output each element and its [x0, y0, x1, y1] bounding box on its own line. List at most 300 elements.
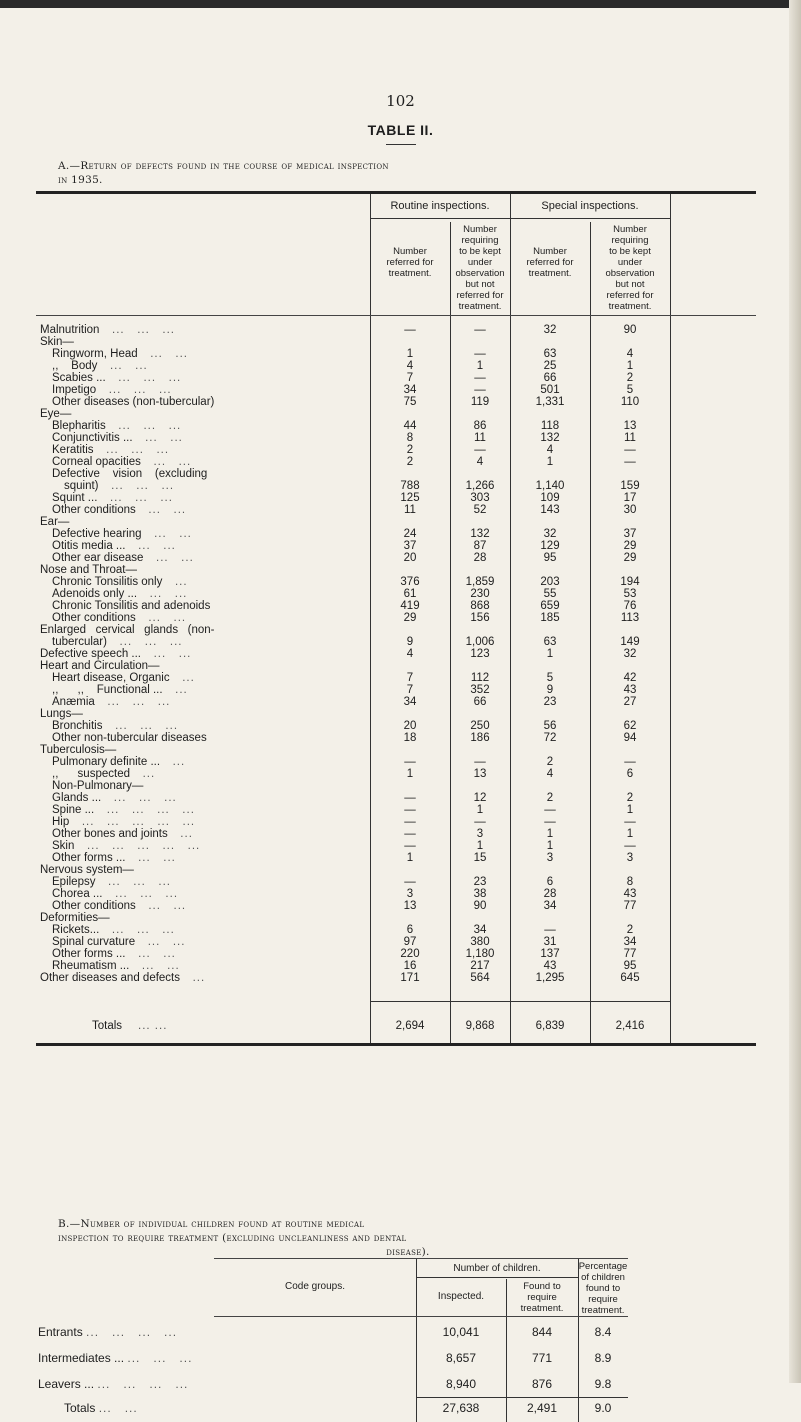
column-header-line: requiring [611, 235, 649, 246]
special-observation-cell: 1 [626, 360, 634, 372]
row-label [52, 792, 177, 804]
children-totals-rule [416, 1397, 628, 1398]
routine-referred-cell: — [404, 804, 416, 816]
routine-referred-cell: 75 [403, 396, 417, 408]
special-observation-cell: 42 [623, 672, 637, 684]
row-label-text: Keratitis [52, 444, 94, 456]
table-row [36, 528, 756, 540]
row-label [38, 1351, 192, 1365]
special-referred-cell: — [544, 804, 556, 816]
row-label-text: Non-Pulmonary— [52, 780, 144, 792]
row-label [52, 576, 188, 588]
row-label-text: Other forms ... [52, 948, 126, 960]
leader-dots: ... ... [140, 456, 192, 468]
table-row [36, 420, 756, 432]
leader-dots: ... ... [129, 960, 180, 972]
table-row [36, 336, 756, 348]
totals-routine-observation: 9,868 [465, 1020, 495, 1032]
special-referred-cell: 118 [540, 420, 560, 432]
leader-dots: ... ... [141, 528, 192, 540]
found-header-line: treatment. [520, 1303, 564, 1314]
row-label-text: Malnutrition [40, 324, 100, 336]
table-row [36, 372, 756, 384]
routine-observation-cell: 15 [473, 852, 487, 864]
routine-referred-cell: 18 [403, 732, 417, 744]
row-label-text: Other non-tubercular diseases [52, 732, 207, 744]
table-row [36, 444, 756, 456]
totals-rule [370, 1001, 670, 1002]
routine-observation-cell: — [474, 348, 486, 360]
section-b-caption-line1: B.—Number of individual children found at routine medical [58, 1218, 365, 1230]
special-observation-cell: — [624, 456, 636, 468]
row-label-text: Other diseases and defects [40, 972, 180, 984]
routine-observation-cell: 132 [470, 528, 490, 540]
totals-row [36, 1020, 756, 1032]
pct-cell: 8.9 [594, 1351, 612, 1365]
row-label [52, 900, 186, 912]
row-label [38, 1325, 177, 1339]
leader-dots: ... ... ... [95, 876, 171, 888]
row-label [52, 756, 185, 768]
special-referred-cell: 1,140 [535, 480, 565, 492]
special-observation-cell: 2 [626, 792, 634, 804]
row-label [52, 492, 173, 504]
row-label [52, 840, 200, 852]
column-header-line: Number [463, 224, 497, 235]
section-b-caption [58, 1217, 758, 1259]
special-referred-cell: 4 [546, 444, 554, 456]
row-label-text: tubercular) [52, 636, 107, 648]
table-row [36, 348, 756, 360]
row-label-text: Chronic Tonsilitis and adenoids [52, 600, 211, 612]
special-referred-cell: 2 [546, 792, 554, 804]
row-label [52, 348, 188, 360]
special-referred-cell: 1 [546, 840, 554, 852]
leader-dots: ... ... [98, 1401, 138, 1415]
routine-observation-cell: 3 [476, 828, 484, 840]
row-label [52, 936, 185, 948]
column-header-line: referred for [526, 257, 574, 268]
row-label-text: Rheumatism ... [52, 960, 130, 972]
special-observation-cell: 94 [623, 732, 637, 744]
routine-observation-cell: 38 [473, 888, 487, 900]
special-observation-cell: 62 [623, 720, 637, 732]
routine-observation-cell: 28 [473, 552, 487, 564]
table-row [36, 480, 756, 492]
page-top-edge [0, 0, 801, 8]
row-label [52, 588, 187, 600]
row-label-text: Blepharitis [52, 420, 106, 432]
leader-dots: ... ... ... [101, 792, 177, 804]
row-label [52, 720, 178, 732]
special-referred-cell: 28 [543, 888, 557, 900]
row-label-text: Totals [64, 1401, 96, 1415]
routine-referred-cell: 8 [406, 432, 414, 444]
special-observation-cell: 110 [620, 396, 640, 408]
row-label-text: Defective hearing [52, 528, 142, 540]
row-label [52, 360, 148, 372]
row-label-text: Defective vision (excluding [52, 468, 208, 480]
routine-observation-cell: — [474, 444, 486, 456]
row-label [40, 336, 74, 348]
leader-dots: ... ... ... [97, 492, 173, 504]
routine-referred-cell: — [404, 792, 416, 804]
special-observation-cell: 8 [626, 876, 634, 888]
totals-special-referred: 6,839 [535, 1020, 565, 1032]
special-observation-cell: 27 [623, 696, 637, 708]
row-label [40, 564, 137, 576]
routine-observation-cell: 34 [473, 924, 487, 936]
inspected-cell: 10,041 [442, 1325, 480, 1339]
row-label-text: Nose and Throat— [40, 564, 137, 576]
table-row [36, 600, 756, 612]
row-label [52, 780, 143, 792]
leader-dots: ... [162, 684, 188, 696]
special-referred-cell: 25 [543, 360, 557, 372]
table-row [36, 756, 756, 768]
children-table-header [214, 1259, 628, 1316]
special-observation-cell: — [624, 840, 636, 852]
routine-observation-cell: 1 [476, 360, 484, 372]
special-observation-cell: 1 [626, 828, 634, 840]
row-label-text: Pulmonary definite ... [52, 756, 161, 768]
row-label [40, 972, 205, 984]
table-row [36, 948, 756, 960]
routine-observation-cell: — [474, 324, 486, 336]
routine-observation-cell: 868 [470, 600, 490, 612]
special-referred-cell: 9 [546, 684, 554, 696]
section-b-caption-line3: disease). [386, 1246, 430, 1258]
row-label [40, 324, 175, 336]
leader-dots: ... ... [141, 648, 192, 660]
leader-dots: ... ... ... ... ... [69, 816, 196, 828]
routine-observation-cell: 52 [473, 504, 487, 516]
table-row [36, 864, 756, 876]
column-header-line: referred for [386, 257, 434, 268]
leader-dots: ... ... ... ... [86, 1325, 178, 1339]
leader-dots: ... ... [135, 504, 187, 516]
table-row [36, 732, 756, 744]
leader-dots: ... ... ... [94, 696, 171, 708]
page-right-edge [789, 0, 801, 1383]
table-row [36, 804, 756, 816]
defects-table-header [36, 194, 756, 315]
routine-observation-cell: 1,180 [465, 948, 495, 960]
special-referred-cell: 1 [546, 828, 554, 840]
special-referred-cell: 137 [540, 948, 560, 960]
routine-referred-cell: 97 [403, 936, 417, 948]
defects-table [36, 191, 756, 1046]
inspected-cell: 27,638 [442, 1401, 480, 1415]
routine-observation-cell: 250 [470, 720, 490, 732]
children-table [38, 1258, 628, 1422]
table-row [36, 504, 756, 516]
row-label [52, 384, 172, 396]
row-label [52, 948, 176, 960]
leader-dots: ... ... ... [99, 324, 175, 336]
table-row [36, 660, 756, 672]
leader-dots: ... ... ... [106, 636, 183, 648]
column-header-line: treatment. [388, 268, 432, 279]
row-label [52, 612, 186, 624]
row-label-text: Other diseases (non-tubercular) [52, 396, 215, 408]
table-row [36, 576, 756, 588]
row-label-text: Other ear disease [52, 552, 144, 564]
routine-referred-cell: — [404, 828, 416, 840]
column-header-line: referred for [606, 290, 654, 301]
routine-referred-cell: — [404, 816, 416, 828]
row-label [40, 708, 83, 720]
row-label [52, 396, 214, 408]
header-divider [670, 194, 671, 315]
special-referred-cell: 55 [543, 588, 557, 600]
routine-observation-cell: 11 [474, 432, 486, 444]
routine-inspections-header: Routine inspections. [390, 200, 490, 212]
row-label [40, 648, 191, 660]
routine-referred-cell: 7 [406, 672, 414, 684]
row-label [40, 408, 71, 420]
row-label-text: Nervous system— [40, 864, 134, 876]
row-label-text: Defective speech ... [40, 648, 141, 660]
leader-dots: ... ... ... [93, 444, 170, 456]
special-referred-header [510, 246, 590, 279]
routine-referred-cell: 16 [403, 960, 417, 972]
row-label-text: Ear— [40, 516, 70, 528]
totals-label: Totals ... ... [92, 1020, 168, 1032]
row-label [52, 804, 195, 816]
special-referred-cell: 95 [543, 552, 557, 564]
row-label [52, 888, 178, 900]
row-label [52, 528, 192, 540]
row-label [52, 684, 188, 696]
row-label-text: Other conditions [52, 612, 136, 624]
totals-special-observation: 2,416 [615, 1020, 645, 1032]
section-b-caption-line2: inspection to require treatment (excluding uncleanliness and dental [58, 1232, 407, 1244]
row-label-text: Adenoids only ... [52, 588, 138, 600]
children-table-body [38, 1317, 628, 1422]
leader-dots: ... ... ... ... [97, 1377, 189, 1391]
row-label-text: Skin— [40, 336, 74, 348]
special-observation-cell: — [624, 444, 636, 456]
row-label-text: Rickets... [52, 924, 100, 936]
table-row [36, 852, 756, 864]
header-subrule [510, 218, 670, 219]
routine-observation-cell: 1 [476, 840, 484, 852]
routine-observation-cell: — [474, 756, 486, 768]
leader-dots: ... [169, 672, 195, 684]
routine-referred-cell: 34 [403, 696, 417, 708]
routine-referred-cell: 29 [403, 612, 417, 624]
row-label [52, 600, 210, 612]
special-observation-header [590, 224, 670, 312]
row-label-text: Hip [52, 816, 70, 828]
found-header-line: Found to [523, 1281, 561, 1292]
special-observation-cell: 3 [626, 852, 634, 864]
routine-referred-cell: 34 [403, 384, 417, 396]
special-observation-cell: 5 [626, 384, 634, 396]
special-referred-cell: 63 [543, 348, 557, 360]
special-observation-cell: 43 [623, 888, 637, 900]
routine-referred-cell: — [404, 840, 416, 852]
special-observation-cell: 13 [623, 420, 637, 432]
routine-observation-header [450, 224, 510, 312]
leader-dots: ... ... [125, 540, 176, 552]
special-observation-cell: 30 [623, 504, 637, 516]
column-header-line: requiring [461, 235, 499, 246]
special-observation-cell: 53 [623, 588, 637, 600]
special-observation-cell: 2 [626, 372, 634, 384]
routine-referred-cell: 37 [403, 540, 417, 552]
column-header-line: treatment. [608, 301, 652, 312]
row-label-text: Skin [52, 840, 75, 852]
special-referred-cell: 185 [540, 612, 560, 624]
leader-dots: ... [167, 828, 193, 840]
special-inspections-header: Special inspections. [541, 200, 639, 212]
routine-observation-cell: 23 [473, 876, 487, 888]
special-observation-cell: 1 [626, 804, 634, 816]
row-label-text: ,, suspected [52, 768, 130, 780]
special-referred-cell: 3 [546, 852, 554, 864]
special-observation-cell: 6 [626, 768, 634, 780]
leader-dots: ... [162, 576, 188, 588]
table-row [36, 900, 756, 912]
routine-referred-cell: 1 [406, 852, 414, 864]
column-header-line: but not [465, 279, 495, 290]
row-label [52, 504, 186, 516]
row-label-text: Epilepsy [52, 876, 96, 888]
leader-dots: ... ... ... ... ... [74, 840, 201, 852]
found-cell: 844 [531, 1325, 553, 1339]
table-row [36, 384, 756, 396]
special-referred-cell: 203 [540, 576, 560, 588]
special-observation-cell: 113 [620, 612, 640, 624]
routine-observation-cell: 380 [470, 936, 490, 948]
header-subrule [370, 218, 510, 219]
routine-referred-cell: 4 [406, 360, 414, 372]
section-a-caption [58, 159, 758, 187]
special-referred-cell: 6 [546, 876, 554, 888]
title-rule [386, 144, 416, 145]
row-label [52, 672, 195, 684]
pct-cell: 8.4 [594, 1325, 612, 1339]
leader-dots: ... ... [97, 360, 148, 372]
special-referred-cell: 43 [543, 960, 557, 972]
leader-dots: ... ... [125, 948, 176, 960]
column-header-line: Number [533, 246, 567, 257]
row-label [52, 816, 195, 828]
column-header-line: to be kept [609, 246, 651, 257]
special-referred-cell: 72 [543, 732, 557, 744]
special-referred-cell: 109 [540, 492, 560, 504]
column-header-line: but not [615, 279, 645, 290]
table-row [36, 792, 756, 804]
special-referred-cell: 31 [543, 936, 557, 948]
table-row [36, 816, 756, 828]
row-label [52, 468, 207, 480]
table-row [36, 612, 756, 624]
leader-dots: ... ... ... [102, 720, 179, 732]
table-row [36, 744, 756, 756]
leader-dots: ... ... [143, 552, 194, 564]
routine-referred-cell: 7 [406, 684, 414, 696]
special-observation-cell: — [624, 816, 636, 828]
table-row [38, 1325, 628, 1339]
found-header [506, 1281, 578, 1314]
table-row [36, 888, 756, 900]
row-label-text: Other forms ... [52, 852, 126, 864]
column-header-line: observation [455, 268, 505, 279]
row-label [40, 660, 160, 672]
table-row [36, 408, 756, 420]
routine-observation-cell: — [474, 372, 486, 384]
leader-dots: ... [160, 756, 186, 768]
totals-routine-referred: 2,694 [395, 1020, 425, 1032]
special-referred-cell: 132 [540, 432, 560, 444]
row-label [52, 876, 171, 888]
special-observation-cell: 149 [620, 636, 640, 648]
row-label [40, 864, 134, 876]
row-label [52, 852, 176, 864]
row-label [52, 696, 170, 708]
routine-observation-cell: 564 [470, 972, 490, 984]
special-referred-cell: 4 [546, 768, 554, 780]
row-label-text: Other conditions [52, 900, 136, 912]
table-row [36, 456, 756, 468]
column-header-line: Number [613, 224, 647, 235]
row-label [38, 1377, 188, 1391]
table-row [36, 924, 756, 936]
row-label-text: Eye— [40, 408, 72, 420]
special-referred-cell: 2 [546, 756, 554, 768]
routine-referred-cell: 788 [400, 480, 420, 492]
percentage-header [578, 1261, 628, 1316]
special-observation-cell: 37 [623, 528, 637, 540]
inspected-cell: 8,657 [445, 1351, 477, 1365]
routine-referred-cell: 2 [406, 456, 414, 468]
table-title: TABLE II. [367, 122, 434, 138]
routine-observation-cell: 123 [470, 648, 490, 660]
routine-observation-cell: — [474, 384, 486, 396]
special-referred-cell: 23 [543, 696, 557, 708]
special-observation-cell: 90 [623, 324, 637, 336]
section-a-caption-line1: A.—Return of defects found in the course of medical inspection [58, 160, 389, 172]
special-observation-cell: 43 [623, 684, 637, 696]
column-header-line: observation [605, 268, 655, 279]
routine-observation-cell: 352 [470, 684, 490, 696]
row-label-text: Glands ... [52, 792, 102, 804]
table-row [36, 912, 756, 924]
row-label [52, 960, 180, 972]
inspected-header: Inspected. [437, 1291, 485, 1302]
row-label-text: Impetigo [52, 384, 97, 396]
table-row [36, 516, 756, 528]
leader-dots: ... ... ... [102, 888, 179, 900]
percentage-header-line: require [588, 1294, 618, 1305]
special-referred-cell: 5 [546, 672, 554, 684]
special-observation-cell: 76 [623, 600, 637, 612]
row-label [52, 552, 194, 564]
special-referred-cell: 32 [543, 528, 557, 540]
routine-referred-cell: 9 [406, 636, 414, 648]
found-cell: 771 [531, 1351, 553, 1365]
found-cell: 2,491 [526, 1401, 558, 1415]
found-header-line: require [527, 1292, 557, 1303]
special-referred-cell: 659 [540, 600, 560, 612]
row-label [52, 540, 176, 552]
special-observation-cell: 645 [620, 972, 640, 984]
special-observation-cell: 34 [623, 936, 637, 948]
special-observation-cell: 32 [623, 648, 637, 660]
